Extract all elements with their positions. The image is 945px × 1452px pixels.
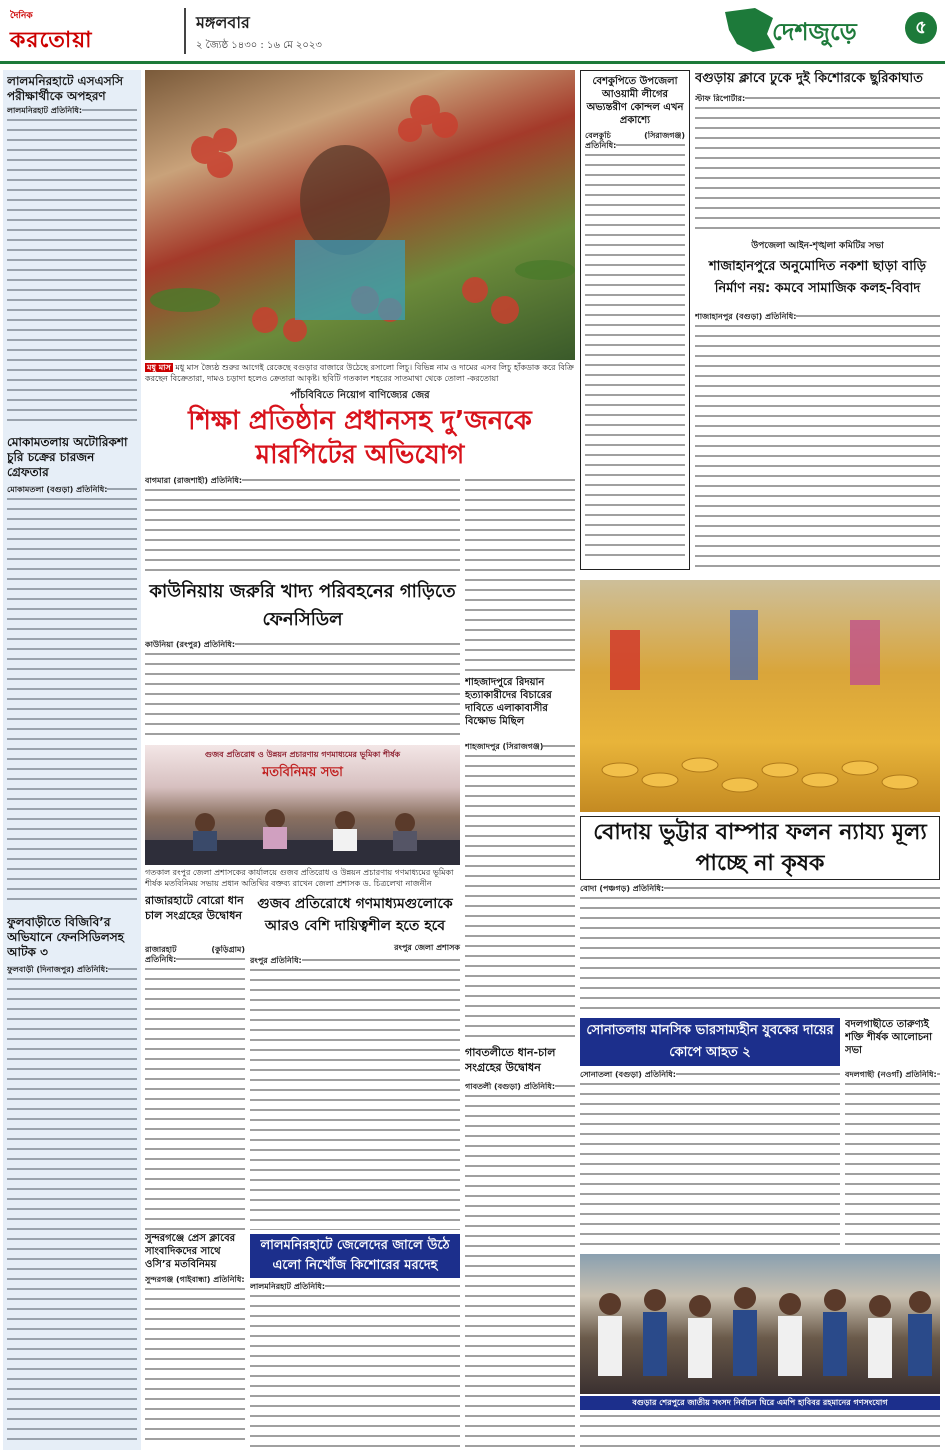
- shahjahanpur-headline: শাজাহানপুরে অনুমোদিত নকশা ছাড়া বাড়ি নির্মাণ নয়: কমবে সামাজিক কলহ-বিবাদ: [708, 259, 927, 296]
- corn-harvest-photo: [580, 580, 940, 812]
- beshkupi-headline: বেশকুপিতে উপজেলা আওয়ামী লীগের অভ্যন্তরীণ কোন্দল এখন প্রকাশ্যে: [586, 76, 684, 126]
- story-headline: লালমনিরহাটে এসএসসি পরীক্ষার্থীকে অপহরণ: [7, 74, 124, 103]
- fensidil-headline: কাউনিয়ায় জরুরি খাদ্য পরিবহনের গাড়িতে ফেনসিডিল: [149, 581, 456, 630]
- sherpur-body: [580, 1412, 940, 1448]
- story-dateline: রাজারহাট (কুড়িগ্রাম) প্রতিনিধি:: [145, 945, 245, 964]
- caption-label: মধু মাস: [147, 363, 171, 372]
- sherpur-caption: বগুড়ার শেরপুরে জাতীয় সংসদ নির্বাচন ঘিরে এমপি হাবিবর রহমানের গণসংযোগ: [580, 1396, 940, 1410]
- caption-text: গতকাল রংপুর জেলা প্রশাসকের কার্যালয়ে গুজব প্রতিরোধ ও উন্নয়ন প্রচারণায় গণমাধ্যমের ভূমিকা শীর্ষক মতবিনিময় সভায় প্রধান অতিথির বক্তব্য রাখেন জেলা প্রশাসক ড. চিত্রলেখা নাজনীন: [145, 868, 454, 888]
- logo-small-text: দৈনিক: [10, 11, 33, 21]
- meeting-caption: [145, 867, 460, 889]
- main-story-continued: [465, 476, 575, 671]
- story-body: [7, 965, 137, 1445]
- story-dateline: মোকামতলা (বগুড়া) প্রতিনিধি:: [7, 485, 108, 494]
- story-body: [7, 485, 137, 905]
- gabtali-headline: গাবতলীতে ধান-চাল সংগ্রহের উদ্বোধন: [465, 1046, 556, 1074]
- sonatala-headline: সোনাতলায় মানসিক ভারসাম্যহীন যুবকের দায়ের কোপে আহত ২: [580, 1018, 840, 1066]
- story-dateline: লালমনিরহাট প্রতিনিধি:: [250, 1282, 326, 1291]
- fensidil-body: [145, 640, 460, 740]
- masthead-divider: [184, 8, 186, 54]
- left-column: [3, 70, 141, 1450]
- badalgachhi-headline: বদলগাছীতে তারুণ্যই শক্তি শীর্ষক আলোচনা সভা: [845, 1019, 933, 1056]
- beshkupi-body: [585, 131, 685, 561]
- shahjahanpur-body: [695, 312, 940, 574]
- story-dateline: বেলকুচি (সিরাজগঞ্জ) প্রতিনিধি:: [585, 131, 685, 150]
- photo-credit: -করতোয়া: [466, 374, 499, 383]
- caption-text: মধু মাস জ্যৈষ্ঠ শুরুর আগেই রেকেছে বগুড়ার বাজারে উঠেছে রসালো লিচু। বিভিন্ন নাম ও দামের এসব লিচু হাঁকডাক করে বিক্রি করছেন বিক্রেতারা, দামও চড়াদা হলেও ক্রেতারা আকৃষ্ট। ছবিটি গতকাল শহরের সাতমাথা থেকে তোলা: [145, 363, 574, 383]
- story-headline: মোকামতলায় অটোরিকশা চুরি চক্রের চারজন গ্রেফতার: [7, 435, 128, 479]
- upazila-meeting-headline: উপজেলা আইন-শৃঙ্খলা কমিটির সভা: [751, 241, 884, 251]
- story-dateline: সোনাতলা (বগুড়া) প্রতিনিধি:: [580, 1070, 676, 1079]
- litchi-photo-caption: [145, 362, 575, 386]
- meeting-photo: [145, 745, 460, 865]
- main-kicker: পাঁচবিবিতে নিয়োগ বাণিজ্যের জের: [290, 390, 430, 401]
- corn-body: [580, 884, 940, 1014]
- lalmonirhat-body: [250, 1282, 460, 1447]
- rajarhat-headline: রাজারহাটে বোরো ধান চাল সংগ্রহের উদ্বোধন: [145, 894, 244, 922]
- issue-date: ২ জ্যৈষ্ঠ ১৪৩০ : ১৬ মে ২০২৩: [196, 40, 322, 51]
- badalgachhi-body: [845, 1070, 940, 1250]
- story-dateline: কাউনিয়া (রংপুর) প্রতিনিধি:: [145, 640, 236, 649]
- lalmonirhat-headline: লালমনিরহাটে জেলেদের জালে উঠে এলো নিখোঁজ কিশোরের মরদেহ: [250, 1234, 460, 1278]
- story-dateline: লালমনিরহাট প্রতিনিধি:: [7, 106, 83, 115]
- story-dateline: বদলগাছী (নওগাঁ) প্রতিনিধি:: [845, 1070, 937, 1079]
- story-body: [7, 106, 137, 424]
- corn-photo-art: [580, 580, 940, 812]
- gujob-byline: রংপুর জেলা প্রশাসক: [394, 943, 460, 952]
- corn-headline: বোদায় ভুট্টার বাম্পার ফলন ন্যায্য মূল্য পাচ্ছে না কৃষক: [580, 816, 940, 880]
- victim-rally-headline: শাহজাদপুরে রিদয়ান হত্যাকারীদের বিচারের দাবিতে এলাকাবাসীর বিক্ষোভ মিছিল: [465, 677, 552, 727]
- story-dateline: ফুলবাড়ী (দিনাজপুর) প্রতিনিধি:: [7, 965, 109, 974]
- gujob-headline: গুজব প্রতিরোধে গণমাধ্যমগুলোকে আরও বেশি দায়িত্বশীল হতে হবে: [257, 896, 453, 934]
- story-dateline: সুন্দরগঞ্জ (গাইবান্ধা) প্রতিনিধি:: [145, 1275, 245, 1284]
- story-dateline: স্টাফ রিপোর্টার:: [695, 94, 746, 103]
- rajarhat-body: [145, 945, 245, 1230]
- gabtali-body: [465, 1082, 575, 1447]
- newspaper-logo: [10, 8, 150, 52]
- main-headline: শিক্ষা প্রতিষ্ঠান প্রধানসহ দু’জনকে মারপিটের অভিযোগ: [188, 406, 532, 470]
- main-story-body: [145, 476, 460, 576]
- story-dateline: বাগমারা (রাজশাহী) প্রতিনিধি:: [145, 476, 243, 485]
- story-dateline: শাহজাদপুর (সিরাজগঞ্জ): [465, 742, 544, 751]
- page-number: ৫: [905, 12, 937, 44]
- meeting-people-art: [145, 785, 460, 865]
- story-headline: ফুলবাড়ীতে বিজিবি’র অভিযানে ফেনসিডিলসহ আটক ৩: [7, 915, 124, 959]
- meeting-banner: গুজব প্রতিরোধ ও উন্নয়ন প্রচারণায় গণমাধ্যমের ভূমিকা শীর্ষক: [204, 750, 401, 759]
- story-dateline: রংপুর প্রতিনিধি:: [250, 956, 302, 965]
- sherpur-campaign-photo: [580, 1254, 940, 1394]
- gujob-body: [250, 956, 460, 1230]
- section-title: দেশজুড়ে: [772, 18, 857, 46]
- masthead: [0, 0, 945, 64]
- story-dateline: গাবতলী (বগুড়া) প্রতিনিধি:: [465, 1082, 556, 1091]
- story-dateline: শাজাহানপুর (বগুড়া) প্রতিনিধি:: [695, 312, 797, 321]
- club-stabbing-headline: বগুড়ায় ক্লাবে ঢুকে দুই কিশোরকে ছুরিকাঘাত: [695, 71, 923, 86]
- litchi-market-photo: [145, 70, 575, 360]
- crowd-photo-art: [580, 1254, 940, 1394]
- story-dateline: বোদা (পঞ্চগড়) প্রতিনিধি:: [580, 884, 665, 893]
- club-stabbing-body: [695, 94, 940, 234]
- sonatala-body: [580, 1070, 840, 1250]
- sundarganj-body: [145, 1275, 245, 1447]
- logo-title: করতোয়া: [10, 28, 93, 53]
- beshkupi-box: [580, 70, 690, 570]
- issue-day: মঙ্গলবার: [196, 13, 250, 32]
- litchi-photo-art: [145, 70, 575, 360]
- meeting-banner-title: মতবিনিময় সভা: [262, 765, 343, 780]
- sundarganj-headline: সুন্দরগঞ্জে প্রেস ক্লাবের সাংবাদিকদের সাথে ওসি’র মতবিনিময়: [145, 1233, 236, 1270]
- victim-rally-body: [465, 742, 575, 1042]
